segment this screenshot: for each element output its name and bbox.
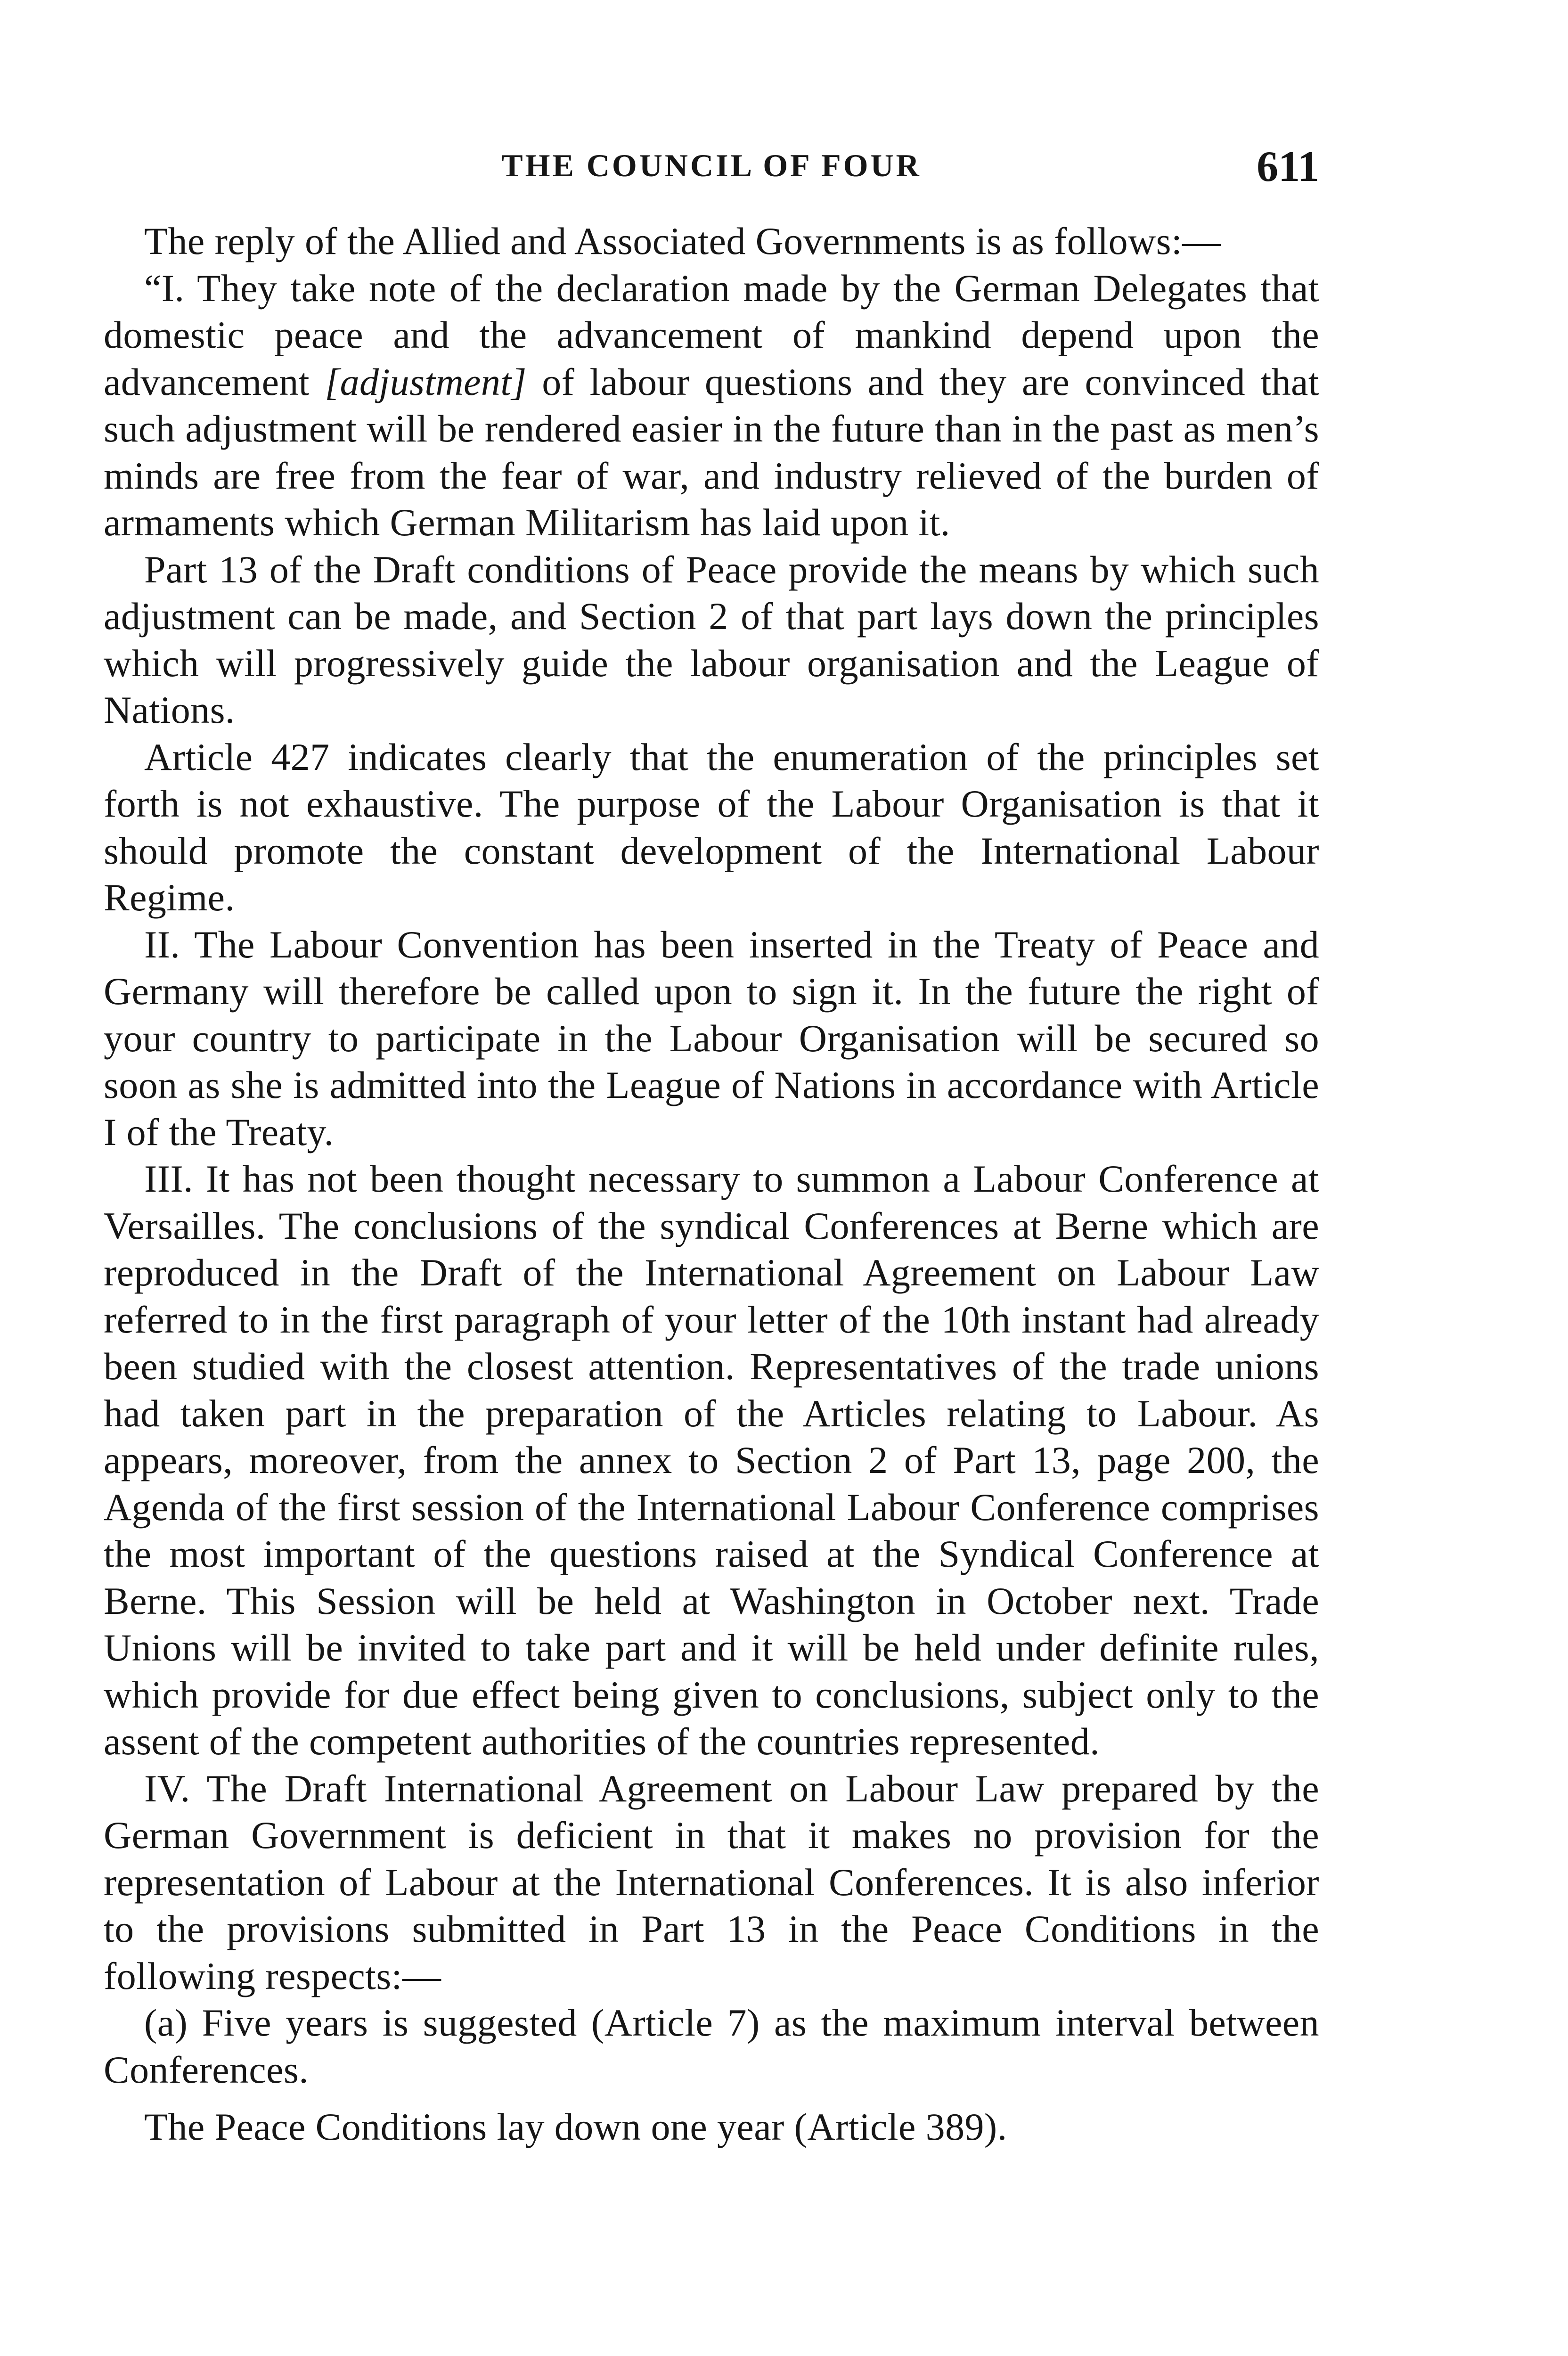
editorial-insertion: [adjustment] xyxy=(325,360,527,403)
paragraph-point-two: II. The Labour Convention has been inserted in the Treaty of Peace and Germany will therefore be called upon to sign it. In the future the right of your country to participate in the Labour Organisation will be secured so soon as she is admitted into the League of Nations in accordance with Article I of the Treaty. xyxy=(104,923,1319,1153)
paragraph-point-four: IV. The Draft International Agreement on Labour Law prepared by the German Government is deficient in that it makes no provision for the representation of Labour at the International Conferences. It is also inferior to the provisions submitted in Part 13 in the Peace Conditions in the following respects:— xyxy=(104,1767,1319,1997)
paragraph-point-three: III. It has not been thought necessary to summon a Labour Conference at Versailles. The conclusions of the syndical Conferences at Berne which are reproduced in the Draft of the International Agreement on Labour Law referred to in the first paragraph of your letter of the 10th instant had already been studied with the closest attention. Representatives of the trade unions had taken part in the preparation of the Articles relating to Labour. As appears, moreover, from the annex to Section 2 of Part 13, page 200, the Agenda of the first session of the International Labour Conference comprises the most important of the questions raised at the Syndical Conference at Berne. This Session will be held at Washington in October next. Trade Unions will be invited to take part and it will be held under definite rules, which provide for due effect being given to conclusions, subject only to the assent of the competent authorities of the countries represented. xyxy=(104,1157,1319,1763)
paragraph-reply-intro: The reply of the Allied and Associated Governments is as follows:— xyxy=(144,220,1221,262)
paragraph-item-a xyxy=(104,1999,1319,2093)
paragraph-point-one-start: “I. They take note of the declaration made by the German Delegates that domestic peace and the advancement of mankind depend upon the advancement xyxy=(104,266,1319,403)
paragraph-article-427: Article 427 indicates clearly that the enumeration of the principles set forth is not exhaustive. The purpose of the Labour Organisation is that it should promote the constant development of the International Labour Regime. xyxy=(104,735,1319,919)
page-number: 611 xyxy=(1257,142,1319,190)
running-head xyxy=(104,141,1319,193)
running-title: THE COUNCIL OF FOUR xyxy=(501,147,922,183)
paragraph-part-13: Part 13 of the Draft conditions of Peace provide the means by which such adjustment can be made, and Section 2 of that part lays down the principles which will progressively guide the labour organisation and the League of Nations. xyxy=(104,548,1319,731)
body-text xyxy=(104,218,1319,2151)
paragraph-point-one-end: of labour questions and they are convinced that such adjustment will be rendered easier in the future than in the past as men’s minds are free from the fear of war, and industry relieved of the burden of armaments which German Militarism has laid upon it. xyxy=(104,360,1320,544)
paragraph-peace-conditions: The Peace Conditions lay down one year (Article 389). xyxy=(144,2105,1007,2148)
item-a-text: Five years is suggested (Article 7) as the maximum interval between Conferences. xyxy=(104,2001,1319,2091)
paragraph-point-one xyxy=(104,265,1319,546)
item-a-label: (a) xyxy=(144,2001,188,2044)
